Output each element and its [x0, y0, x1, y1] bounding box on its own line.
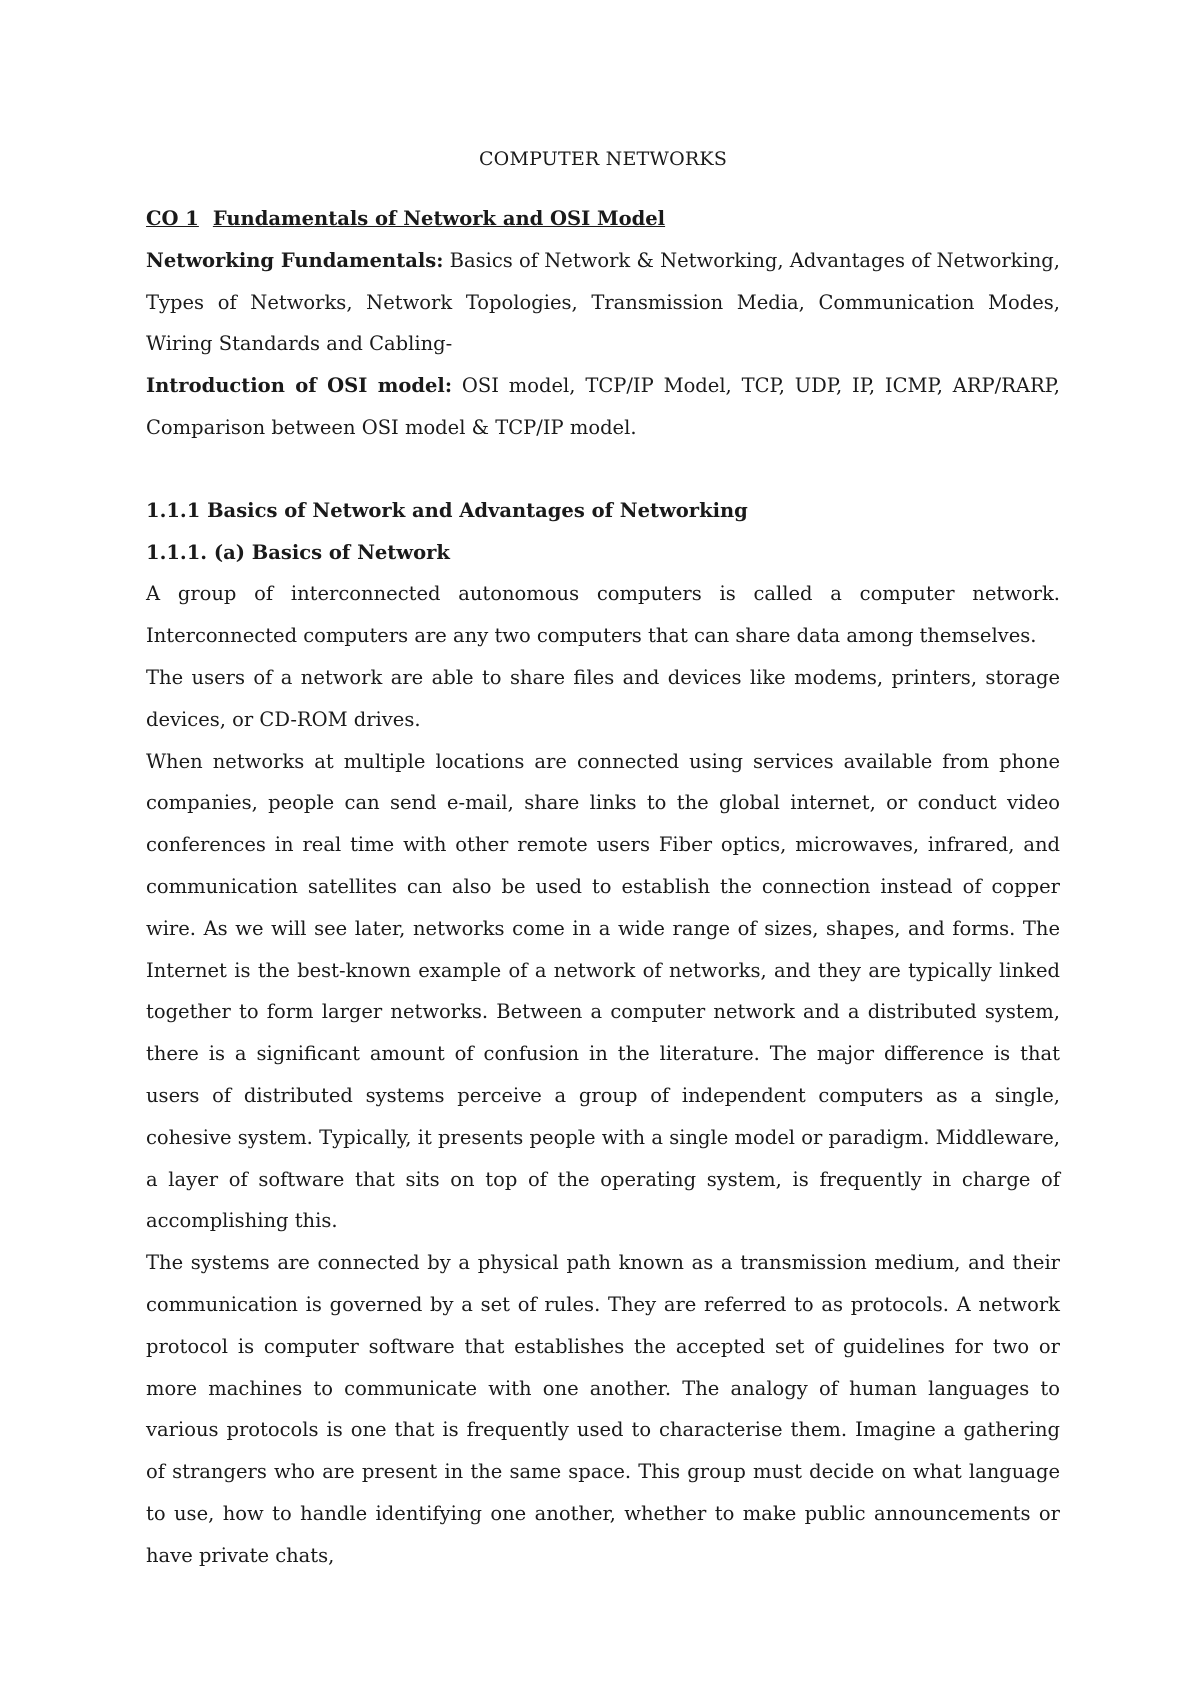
body-paragraph: The users of a network are able to share files and devices like modems, printers, storage devices, or CD-ROM drives. [146, 665, 1060, 731]
document-title: COMPUTER NETWORKS [478, 148, 728, 170]
section-spacer [146, 449, 1060, 490]
section-heading: 1.1.1 Basics of Network and Advantages of Networking [146, 498, 748, 522]
co-title: Fundamentals of Network and OSI Model [212, 207, 666, 230]
networking-fundamentals-label: Networking Fundamentals: [146, 248, 444, 272]
networking-fundamentals-text: Basics of Network & Networking, Advantages of Networking, Types of Networks, Network Topologies, Transmission Media, Communication Modes, Wiring Standards and Cabling- [146, 248, 1060, 356]
body-paragraph: A group of interconnected autonomous computers is called a computer network. Interconnected computers are any two computers that can share data among themselves. [146, 582, 1060, 648]
body-paragraph: The systems are connected by a physical path known as a transmission medium, and their communication is governed by a set of rules. They are referred to as protocols. A network protocol is computer software that establishes the accepted set of guidelines for two or more machines to communicate with one another. The analogy of human languages to various protocols is one that is frequently used to characterise them. Imagine a gathering of strangers who are present in the same space. This group must decide on what language to use, how to handle identifying one another, whether to make public announcements or have private chats, [146, 1251, 1060, 1567]
body-paragraph: When networks at multiple locations are connected using services available from phone companies, people can send e-mail, share links to the global internet, or conduct video conferences in real time with other remote users Fiber optics, microwaves, infrared, and communication satellites can also be used to establish the connection instead of copper wire. As we will see later, networks come in a wide range of sizes, shapes, and forms. The Internet is the best-known example of a network of networks, and they are typically linked together to form larger networks. Between a computer network and a distributed system, there is a significant amount of confusion in the literature. The major difference is that users of distributed systems perceive a group of independent computers as a single, cohesive system. Typically, it presents people with a single model or paradigm. Middleware, a layer of software that sits on top of the operating system, is frequently in charge of accomplishing this. [146, 749, 1060, 1233]
intro-osi-label: Introduction of OSI model: [146, 374, 453, 398]
co-heading [146, 198, 1060, 240]
networking-fundamentals-paragraph [146, 240, 1060, 365]
subsection-heading: 1.1.1. (a) Basics of Network [146, 540, 450, 564]
co-number: CO 1 [146, 207, 199, 230]
document-page [146, 142, 1060, 1577]
intro-osi-text: OSI model, TCP/IP Model, TCP, UDP, IP, ICMP, ARP/RARP, Comparison between OSI model & TCP/IP model. [146, 374, 1061, 439]
intro-osi-paragraph [146, 365, 1060, 449]
